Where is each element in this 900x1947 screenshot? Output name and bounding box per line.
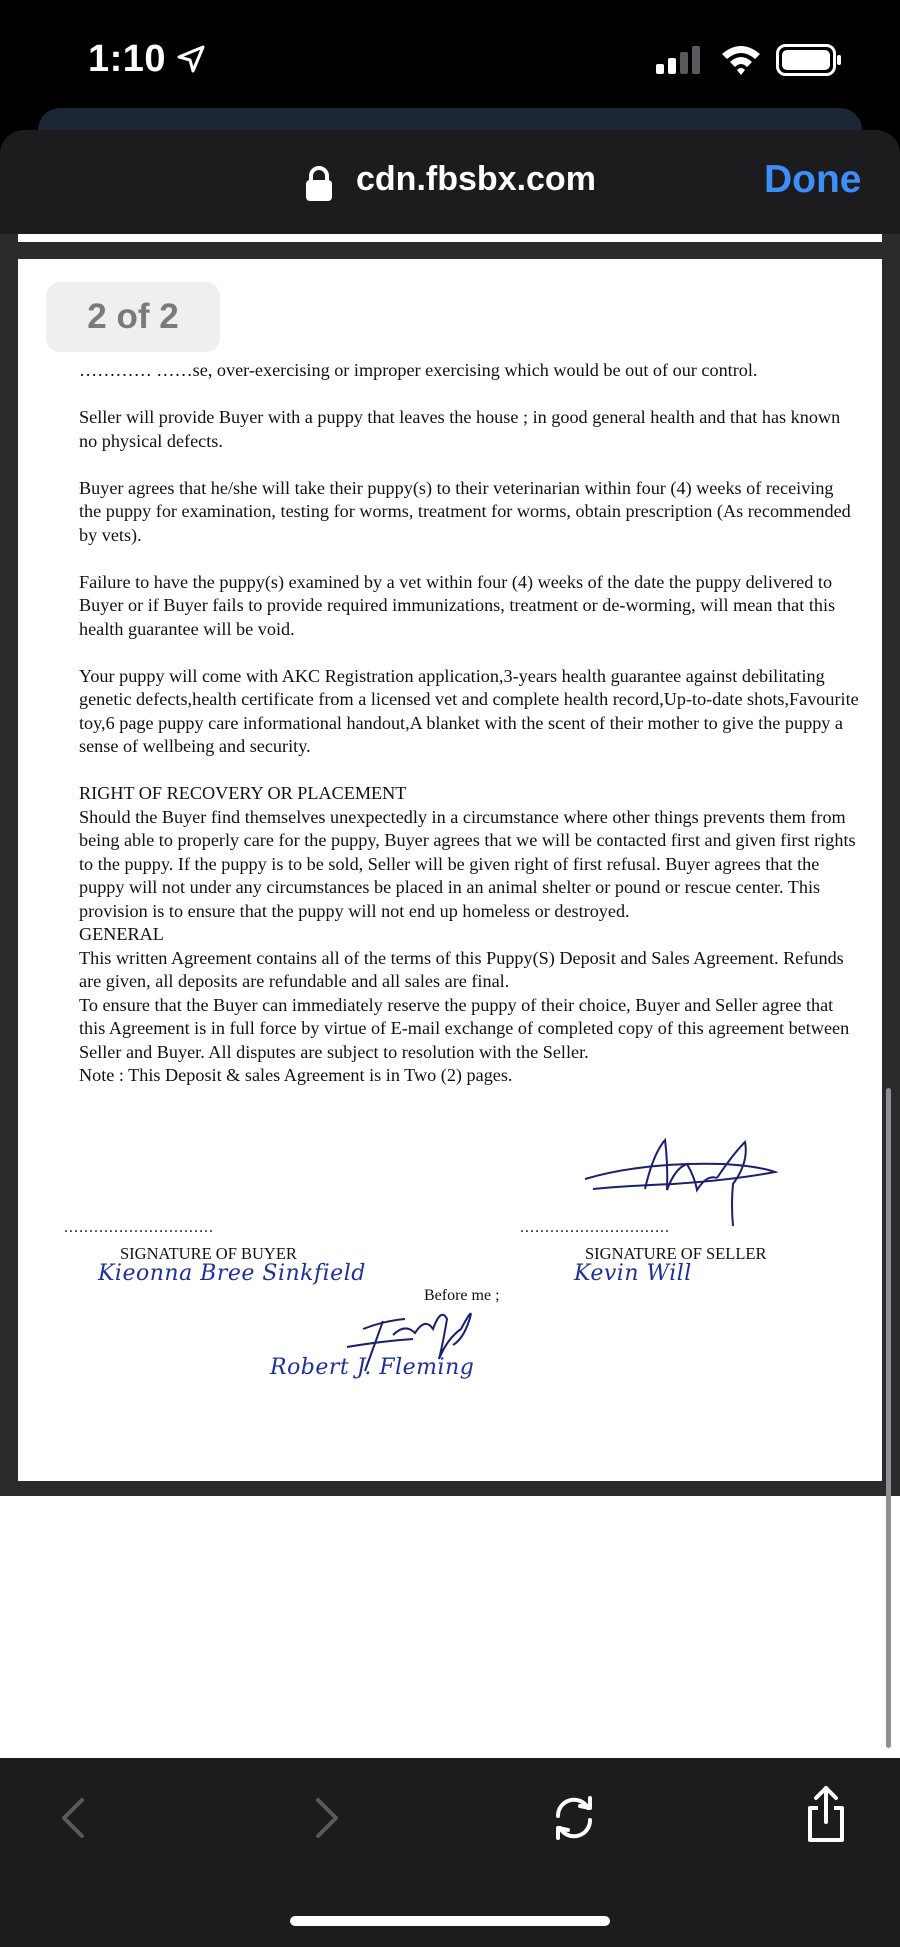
paragraph-vet-visit: Buyer agrees that he/she will take their puppy(s) to their veterinarian within four (4) weeks of receiving the puppy for examination, testing for worms, treatment for worms, obtain prescription (As recommended by vets). bbox=[79, 477, 851, 545]
paragraph-recovery: Should the Buyer find themselves unexpectedly in a circumstance where other things prevents them from being able to properly care for the puppy, Buyer agrees that we will be contacted first and given first rights to the puppy. If the puppy is to be sold, Seller will be given right of first refusal. Buyer agrees that the puppy will not under any circumstances be placed in an animal shelter or pound or rescue center. This provision is to ensure that the puppy will not end up homeless or destroyed. bbox=[79, 806, 856, 921]
document-viewer[interactable] bbox=[0, 234, 900, 1496]
scrollbar[interactable] bbox=[886, 1088, 891, 1748]
refresh-icon[interactable] bbox=[550, 1794, 598, 1842]
paragraph-included-items: Your puppy will come with AKC Registration application,3-years health guarantee against debilitating genetic defects,health certificate from a licensed vet and complete health record,Up-to-date shots,Favourite toy,6 page puppy care informational handout,A blanket with the scent of their mother to give the puppy a sense of wellbeing and security. bbox=[79, 665, 859, 756]
forward-chevron-icon[interactable] bbox=[312, 1796, 342, 1840]
paragraph-seller-health: Seller will provide Buyer with a puppy that leaves the house ; in good general health and that has known no physical defects. bbox=[79, 407, 841, 451]
status-time: 1:10 bbox=[88, 38, 167, 80]
document-page bbox=[18, 259, 882, 1481]
paragraph-general-1: This written Agreement contains all of the terms of this Puppy(S) Deposit and Sales Agreement. Refunds are given, all deposits are refundable and all sales are final. bbox=[79, 947, 844, 991]
share-icon[interactable] bbox=[804, 1784, 848, 1844]
previous-page-edge bbox=[18, 234, 882, 242]
witness-signature-image bbox=[343, 1299, 483, 1379]
witness-name: Robert J. Fleming bbox=[270, 1355, 475, 1380]
buyer-signature-line: .............................. bbox=[64, 1219, 214, 1236]
lock-icon bbox=[304, 166, 334, 202]
page-indicator: 2 of 2 bbox=[46, 282, 220, 352]
heading-recovery: RIGHT OF RECOVERY OR PLACEMENT bbox=[79, 783, 407, 803]
seller-caption: SIGNATURE OF SELLER bbox=[585, 1244, 767, 1263]
back-chevron-icon[interactable] bbox=[58, 1796, 88, 1840]
status-bar bbox=[0, 0, 900, 110]
paragraph-failure: Failure to have the puppy(s) examined by a vet within four (4) weeks of the date the puppy delivered to Buyer or if Buyer fails to provide required immunizations, treatment or de-worming, will mean that this health guarantee will be void. bbox=[79, 571, 836, 639]
home-indicator[interactable] bbox=[290, 1916, 610, 1926]
paragraph-general-2: To ensure that the Buyer can immediately reserve the puppy of their choice, Buyer and Seller agree that this Agreement is in full force by virtue of E-mail exchange of completed copy of this agreement between Seller and Buyer. All disputes are subject to resolution with the Seller. bbox=[79, 994, 850, 1062]
buyer-name: Kieonna Bree Sinkfield bbox=[98, 1261, 366, 1286]
url-text: cdn.fbsbx.com bbox=[356, 160, 596, 198]
done-button[interactable]: Done bbox=[764, 158, 862, 201]
cellular-signal-icon bbox=[656, 46, 704, 74]
seller-signature-image bbox=[583, 1134, 778, 1229]
location-arrow-icon bbox=[176, 44, 206, 74]
before-me-label: Before me ; bbox=[424, 1287, 500, 1304]
wifi-icon bbox=[720, 42, 762, 76]
heading-general: GENERAL bbox=[79, 924, 164, 944]
viewer-blank-area bbox=[0, 1496, 900, 1758]
battery-icon bbox=[776, 44, 842, 76]
document-body bbox=[79, 359, 859, 1088]
paragraph-exercise: ………… ……se, over-exercising or improper exercising which would be out of our control. bbox=[79, 360, 758, 380]
seller-name: Kevin Will bbox=[574, 1261, 692, 1286]
seller-signature-line: .............................. bbox=[520, 1219, 670, 1236]
paragraph-note: Note : This Deposit & sales Agreement is in Two (2) pages. bbox=[79, 1065, 513, 1085]
buyer-caption: SIGNATURE OF BUYER bbox=[120, 1244, 297, 1263]
